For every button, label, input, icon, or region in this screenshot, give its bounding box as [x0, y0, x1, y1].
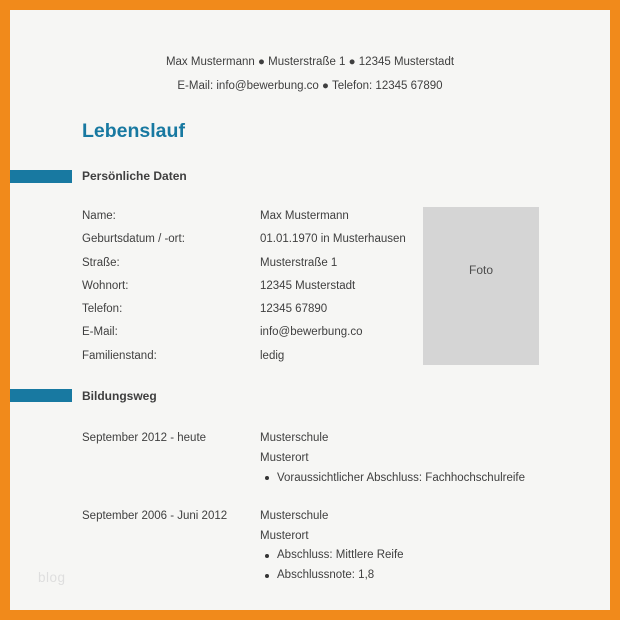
- bullet-icon: [265, 476, 269, 480]
- education-details: [260, 428, 542, 488]
- bullet-icon: [265, 554, 269, 558]
- table-row: [82, 205, 422, 228]
- education-school: Musterschule: [260, 510, 329, 522]
- section-title-education: Bildungsweg: [82, 389, 157, 403]
- education-place: Musterort: [260, 529, 309, 542]
- row-value: 12345 67890: [260, 303, 328, 316]
- education-place: Musterort: [260, 452, 309, 464]
- education-entry: [82, 428, 542, 488]
- row-label: Straße:: [82, 256, 120, 269]
- photo-placeholder: [423, 207, 539, 365]
- table-row: [82, 298, 422, 321]
- education-bullet: [260, 566, 542, 586]
- row-value: Musterstraße 1: [260, 256, 338, 269]
- table-row: [82, 252, 422, 275]
- table-row: [82, 345, 422, 368]
- header-contact-line-1: Max Mustermann ● Musterstraße 1 ● 12345 Musterstadt: [165, 56, 455, 68]
- row-value: 01.01.1970 in Musterhausen: [260, 233, 406, 246]
- row-label: Wohnort:: [82, 279, 129, 292]
- row-value: info@bewerbung.co: [260, 326, 363, 339]
- row-label: E-Mail:: [82, 326, 118, 339]
- table-row: [82, 275, 422, 298]
- education-date-range: September 2006 - Juni 2012: [82, 510, 228, 522]
- education-bullet-text: Abschlussnote: 1,8: [277, 569, 375, 582]
- watermark: blog: [38, 570, 66, 585]
- bullet-icon: [265, 574, 269, 578]
- row-label: Familienstand:: [82, 349, 157, 362]
- education-details: [260, 507, 542, 586]
- education-school: Musterschule: [260, 432, 329, 444]
- table-row: [82, 321, 422, 344]
- education-bullet-text: Voraussichtlicher Abschluss: Fachhochschulreife: [277, 472, 526, 484]
- row-label: Geburtsdatum / -ort:: [82, 233, 185, 246]
- photo-label: Foto: [468, 263, 493, 277]
- personal-data-table: [82, 205, 422, 368]
- table-row: [82, 228, 422, 251]
- education-date-range: September 2012 - heute: [82, 432, 207, 444]
- education-bullet: [260, 468, 542, 488]
- row-label: Name:: [82, 210, 116, 222]
- row-value: ledig: [260, 349, 285, 362]
- page-title: Lebenslauf: [82, 120, 185, 142]
- row-value: 12345 Musterstadt: [260, 279, 356, 292]
- row-value: Max Mustermann: [260, 210, 349, 222]
- header-contact-line-2: E-Mail: info@bewerbung.co ● Telefon: 12345 67890: [177, 80, 443, 92]
- education-bullet: [260, 546, 542, 566]
- section-accent-bar-personal: [10, 170, 72, 183]
- education-entry: [82, 507, 542, 586]
- section-accent-bar-education: [10, 389, 72, 402]
- cv-page: [10, 10, 610, 610]
- section-title-personal: Persönliche Daten: [82, 169, 187, 183]
- education-bullet-text: Abschluss: Mittlere Reife: [277, 549, 404, 562]
- row-label: Telefon:: [82, 303, 123, 316]
